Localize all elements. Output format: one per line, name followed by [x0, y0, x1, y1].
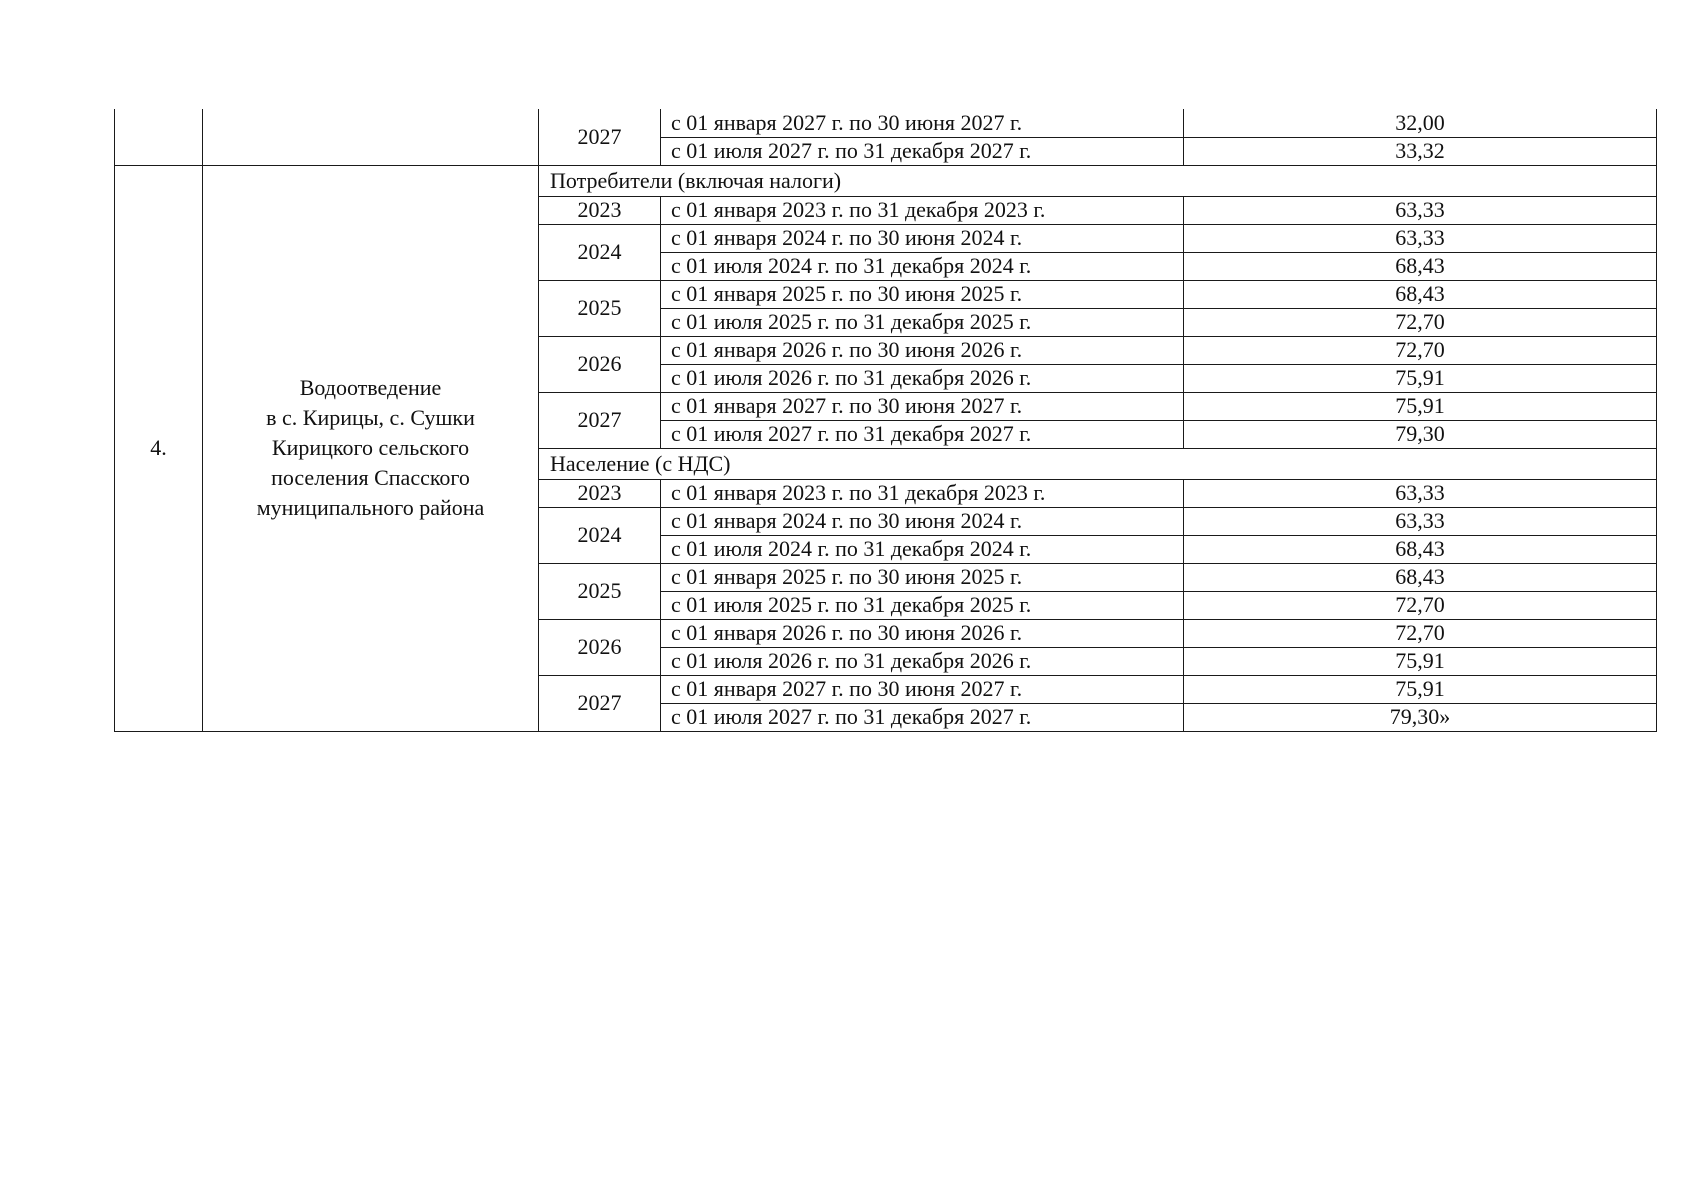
item-name-line: Кирицкого сельского: [271, 435, 470, 460]
value-cell: 63,33: [1184, 196, 1657, 224]
value-cell: 68,43: [1184, 535, 1657, 563]
section-title: Население (с НДС): [539, 448, 1657, 479]
year-cell: 2024: [539, 224, 661, 280]
value-cell: 68,43: [1184, 280, 1657, 308]
period-cell: с 01 января 2026 г. по 30 июня 2026 г.: [661, 619, 1184, 647]
year-cell: 2027: [539, 109, 661, 165]
period-cell: с 01 июля 2024 г. по 31 декабря 2024 г.: [661, 535, 1184, 563]
value-cell: 79,30: [1184, 420, 1657, 448]
value-cell: 63,33: [1184, 479, 1657, 507]
period-cell: с 01 января 2027 г. по 30 июня 2027 г.: [661, 392, 1184, 420]
year-cell: 2024: [539, 507, 661, 563]
period-cell: с 01 января 2023 г. по 31 декабря 2023 г.: [661, 479, 1184, 507]
year-cell: 2026: [539, 336, 661, 392]
period-cell: с 01 июля 2025 г. по 31 декабря 2025 г.: [661, 591, 1184, 619]
value-cell: 68,43: [1184, 563, 1657, 591]
number-cell: [115, 109, 203, 165]
item-name-line: Водоотведение: [299, 375, 442, 400]
table-row: [115, 109, 1657, 137]
section-row: [115, 165, 1657, 196]
year-cell: 2025: [539, 563, 661, 619]
value-cell: 72,70: [1184, 591, 1657, 619]
value-cell: 63,33: [1184, 507, 1657, 535]
value-cell: 68,43: [1184, 252, 1657, 280]
name-cell: [203, 109, 539, 165]
period-cell: с 01 июля 2027 г. по 31 декабря 2027 г.: [661, 137, 1184, 165]
period-cell: с 01 января 2026 г. по 30 июня 2026 г.: [661, 336, 1184, 364]
period-cell: с 01 января 2025 г. по 30 июня 2025 г.: [661, 563, 1184, 591]
tariff-table-body: [115, 109, 1657, 731]
year-cell: 2023: [539, 479, 661, 507]
year-cell: 2027: [539, 392, 661, 448]
value-cell: 72,70: [1184, 308, 1657, 336]
period-cell: с 01 января 2023 г. по 31 декабря 2023 г.: [661, 196, 1184, 224]
year-cell: 2025: [539, 280, 661, 336]
tariff-table: [114, 109, 1657, 732]
item-name: [203, 165, 539, 731]
value-cell: 72,70: [1184, 336, 1657, 364]
period-cell: с 01 июля 2026 г. по 31 декабря 2026 г.: [661, 364, 1184, 392]
value-cell: 75,91: [1184, 392, 1657, 420]
period-cell: с 01 января 2024 г. по 30 июня 2024 г.: [661, 224, 1184, 252]
period-cell: с 01 января 2027 г. по 30 июня 2027 г.: [661, 675, 1184, 703]
period-cell: с 01 января 2027 г. по 30 июня 2027 г.: [661, 109, 1184, 137]
value-cell: 75,91: [1184, 364, 1657, 392]
period-cell: с 01 июля 2027 г. по 31 декабря 2027 г.: [661, 703, 1184, 731]
item-name-line: в с. Кирицы, с. Сушки: [266, 405, 475, 430]
section-title: Потребители (включая налоги): [539, 165, 1657, 196]
period-cell: с 01 января 2025 г. по 30 июня 2025 г.: [661, 280, 1184, 308]
value-cell: 75,91: [1184, 675, 1657, 703]
period-cell: с 01 июля 2026 г. по 31 декабря 2026 г.: [661, 647, 1184, 675]
item-name-line: поселения Спасского: [271, 465, 470, 490]
year-cell: 2023: [539, 196, 661, 224]
value-cell: 33,32: [1184, 137, 1657, 165]
year-cell: 2026: [539, 619, 661, 675]
period-cell: с 01 июля 2025 г. по 31 декабря 2025 г.: [661, 308, 1184, 336]
period-cell: с 01 июля 2027 г. по 31 декабря 2027 г.: [661, 420, 1184, 448]
value-cell: 72,70: [1184, 619, 1657, 647]
period-cell: с 01 июля 2024 г. по 31 декабря 2024 г.: [661, 252, 1184, 280]
year-cell: 2027: [539, 675, 661, 731]
item-name-line: муниципального района: [256, 495, 485, 520]
value-cell: 75,91: [1184, 647, 1657, 675]
period-cell: с 01 января 2024 г. по 30 июня 2024 г.: [661, 507, 1184, 535]
value-cell: 79,30»: [1184, 703, 1657, 731]
value-cell: 63,33: [1184, 224, 1657, 252]
item-number: 4.: [115, 165, 203, 731]
value-cell: 32,00: [1184, 109, 1657, 137]
